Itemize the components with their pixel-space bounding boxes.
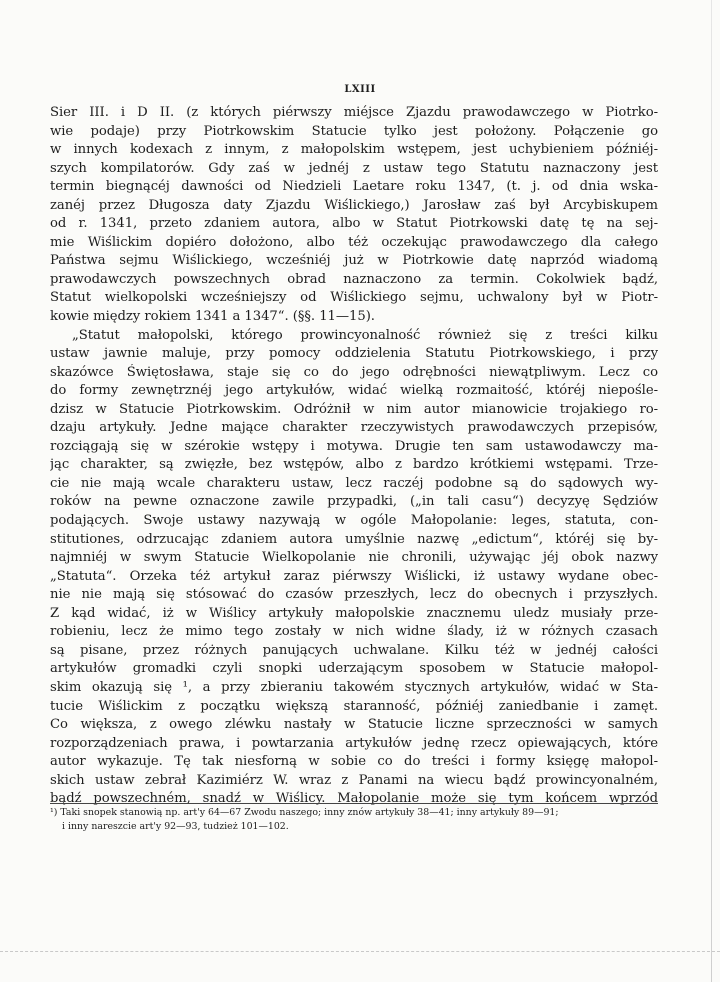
text-line: cie nie mają wcale charakteru ustaw, lecz raczéj podobne są do sądowych wy- [50,475,658,491]
text-line: robieniu, lecz że mimo tego zostały w nich widne ślady, iż w różnych czasach [50,624,658,640]
text-line: rozporządzeniach prawa, i powtarzania artykułów jednę rzecz opiewających, które [50,735,658,751]
text-line: „Statut małopolski, którego prowincyonalność również się z treści kilku [72,327,658,343]
page-edge [0,951,720,952]
text-line: tucie Wiślickim z początku większą staranność, późniéj zaniedbanie i zamęt. [50,698,658,714]
text-line: wie podaje) przy Piotrkowskim Statucie tylko jest położony. Połączenie go [50,123,658,139]
footnote-divider [50,803,658,804]
text-line: nie nie mają się stósować do czasów przeszłych, lecz do obecnych i przyszłych. [50,587,658,603]
text-line: termin biegnącéj dawności od Niedzieli Laetare roku 1347, (t. j. od dnia wska- [50,179,658,195]
text-line: dzisz w Statucie Piotrkowskim. Odróżnił w nim autor mianowicie trojakiego ro- [50,401,658,417]
footnote-line: i inny nareszcie art'y 92—93, tudzież 101—102. [62,821,289,832]
text-line: w innych kodexach z innym, z małopolskim wstępem, jest uchybieniem późniéj- [50,142,658,158]
text-line: Państwa sejmu Wiślickiego, wcześniéj już w Piotrkowie datę naprzód wiadomą [50,253,658,269]
text-line: Z kąd widać, iż w Wiślicy artykuły małopolskie znacznemu uledz musiały prze- [50,605,658,621]
text-line: są pisane, przez różnych panujących uchwalane. Kilku téż w jednéj całości [50,642,658,658]
body-text [50,104,658,809]
page-number: LXIII [344,84,376,95]
text-line: szych kompilatorów. Gdy zaś w jednéj z ustaw tego Statutu naznaczony jest [50,160,658,176]
text-line: skazówce Świętosława, staje się co do jego odrębności niewątpliwym. Lecz co [50,364,658,380]
footnote-line: ¹) Taki snopek stanowią np. art'y 64—67 Zwodu naszego; inny znów artykuły 38—41; inny artykuły 89—91; [50,807,559,818]
text-line: roków na pewne oznaczone zawile przypadki, („in tali casu“) decyzyę Sędziów [50,494,658,510]
text-line: Co większa, z owego zléwku nastały w Statucie liczne sprzeczności w samych [50,717,658,733]
text-line: skim okazują się ¹, a przy zbieraniu takowém stycznych artykułów, widać w Sta- [50,679,658,695]
text-line: ustaw jawnie maluje, przy pomocy oddzielenia Statutu Piotrkowskiego, i przy [50,346,658,362]
text-line: bądź powszechném, snadź w Wiślicy. Małopolanie może się tym końcem wprzód [50,791,658,807]
text-line: stitutiones, odrzucając zdaniem autora umyślnie nazwę „edictum“, któréj się by- [50,531,658,547]
text-line: kowie między rokiem 1341 a 1347“. (§§. 11—15). [50,309,375,325]
text-line: prawodawczych powszechnych obrad naznaczono za termin. Cokolwiek bądź, [50,271,658,287]
text-line: podających. Swoje ustawy nazywają w ogóle Małopolanie: leges, statuta, con- [50,513,658,529]
footnotes [50,806,658,834]
text-line: Sier III. i D II. (z których piérwszy miéjsce Zjazdu prawodawczego w Piotrko- [50,105,658,120]
page-edge [711,0,712,982]
text-line: skich ustaw zebrał Kazimiérz W. wraz z Panami na wiecu bądź prowincyonalném, [50,772,658,788]
text-line: zanéj przez Długosza daty Zjazdu Wiślickiego,) Jarosław zaś był Arcybiskupem [50,197,658,213]
text-line: najmniéj w swym Statucie Wielkopolanie nie chronili, używając jéj obok nazwy [50,550,658,566]
text-line: autor wykazuje. Tę tak niesforną w sobie co do treści i formy księgę małopol- [50,754,658,770]
text-line: jąc charakter, są zwięzłe, bez wstępów, albo z bardzo krótkiemi wstępami. Trze- [50,457,658,473]
text-line: do formy zewnętrznéj jego artykułów, widać wielką rozmaitość, któréj niepośle- [50,383,658,399]
text-line: mie Wiślickim dopiéro dołożono, albo téż oczekując prawodawczego dla całego [50,234,658,250]
text-line: od r. 1341, przeto zdaniem autora, albo w Statut Piotrkowski datę tę na sej- [50,216,658,232]
text-line: artykułów gromadki czyli snopki uderzającym sposobem w Statucie małopol- [50,661,658,677]
text-line: dzaju artykuły. Jedne mające charakter rzeczywistych prawodawczych przepisów, [50,420,658,436]
text-line: „Statuta“. Orzeka téż artykuł zaraz piérwszy Wiślicki, iż ustawy wydane obec- [50,568,658,584]
text-line: Statut wielkopolski wcześniejszy od Wiślickiego sejmu, uchwalony był w Piotr- [50,290,658,306]
text-line: rozciągają się w szérokie wstępy i motywa. Drugie ten sam ustawodawczy ma- [50,438,658,454]
